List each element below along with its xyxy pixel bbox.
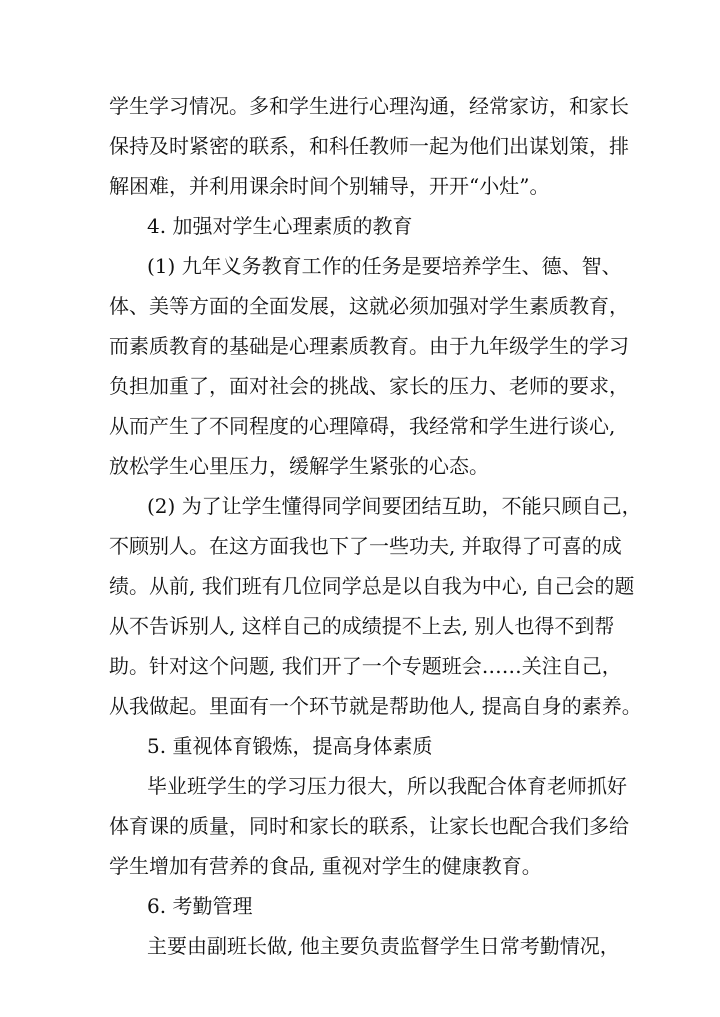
text-line: 解困难，并利用课余时间个别辅导，开开“小灶”。 [109,174,550,198]
section-heading: 5. 重视体育锻炼，提高身体素质 [147,734,433,758]
text-line: 助。针对这个问题, 我们开了一个专题班会……关注自己， [109,654,622,678]
text-line: 学生学习情况。多和学生进行心理沟通，经常家访，和家长 [109,94,629,118]
text-line: 学生增加有营养的食品, 重视对学生的健康教育。 [109,854,542,878]
text-line: 放松学生心里压力，缓解学生紧张的心态。 [109,454,489,478]
text-line: 不顾别人。在这方面我也下了一些功夫, 并取得了可喜的成 [109,534,622,558]
text-line: 而素质教育的基础是心理素质教育。由于九年级学生的学习 [109,334,629,358]
text-line: 体、美等方面的全面发展，这就必须加强对学生素质教育， [109,294,629,318]
section-heading: 6. 考勤管理 [147,894,253,918]
text-line: 从我做起。里面有一个环节就是帮助他人, 提高自身的素养。 [109,694,642,718]
text-line: 体育课的质量，同时和家长的联系，让家长也配合我们多给 [109,814,629,838]
text-line: (1) 九年义务教育工作的任务是要培养学生、德、智、 [147,254,622,278]
text-line: 保持及时紧密的联系，和科任教师一起为他们出谋划策，排 [109,134,629,158]
text-line: (2) 为了让学生懂得同学间要团结互助，不能只顾自己， [147,494,642,518]
text-line: 主要由副班长做, 他主要负责监督学生日常考勤情况， [147,934,620,958]
text-line: 绩。从前, 我们班有几位同学总是以自我为中心, 自己会的题 [109,574,635,598]
text-line: 从不告诉别人, 这样自己的成绩提不上去, 别人也得不到帮 [109,614,615,638]
section-heading: 4. 加强对学生心理素质的教育 [147,214,413,238]
text-line: 负担加重了，面对社会的挑战、家长的压力、老师的要求， [109,374,629,398]
text-line: 从而产生了不同程度的心理障碍，我经常和学生进行谈心, [109,414,616,438]
text-line: 毕业班学生的学习压力很大，所以我配合体育老师抓好 [147,774,627,798]
